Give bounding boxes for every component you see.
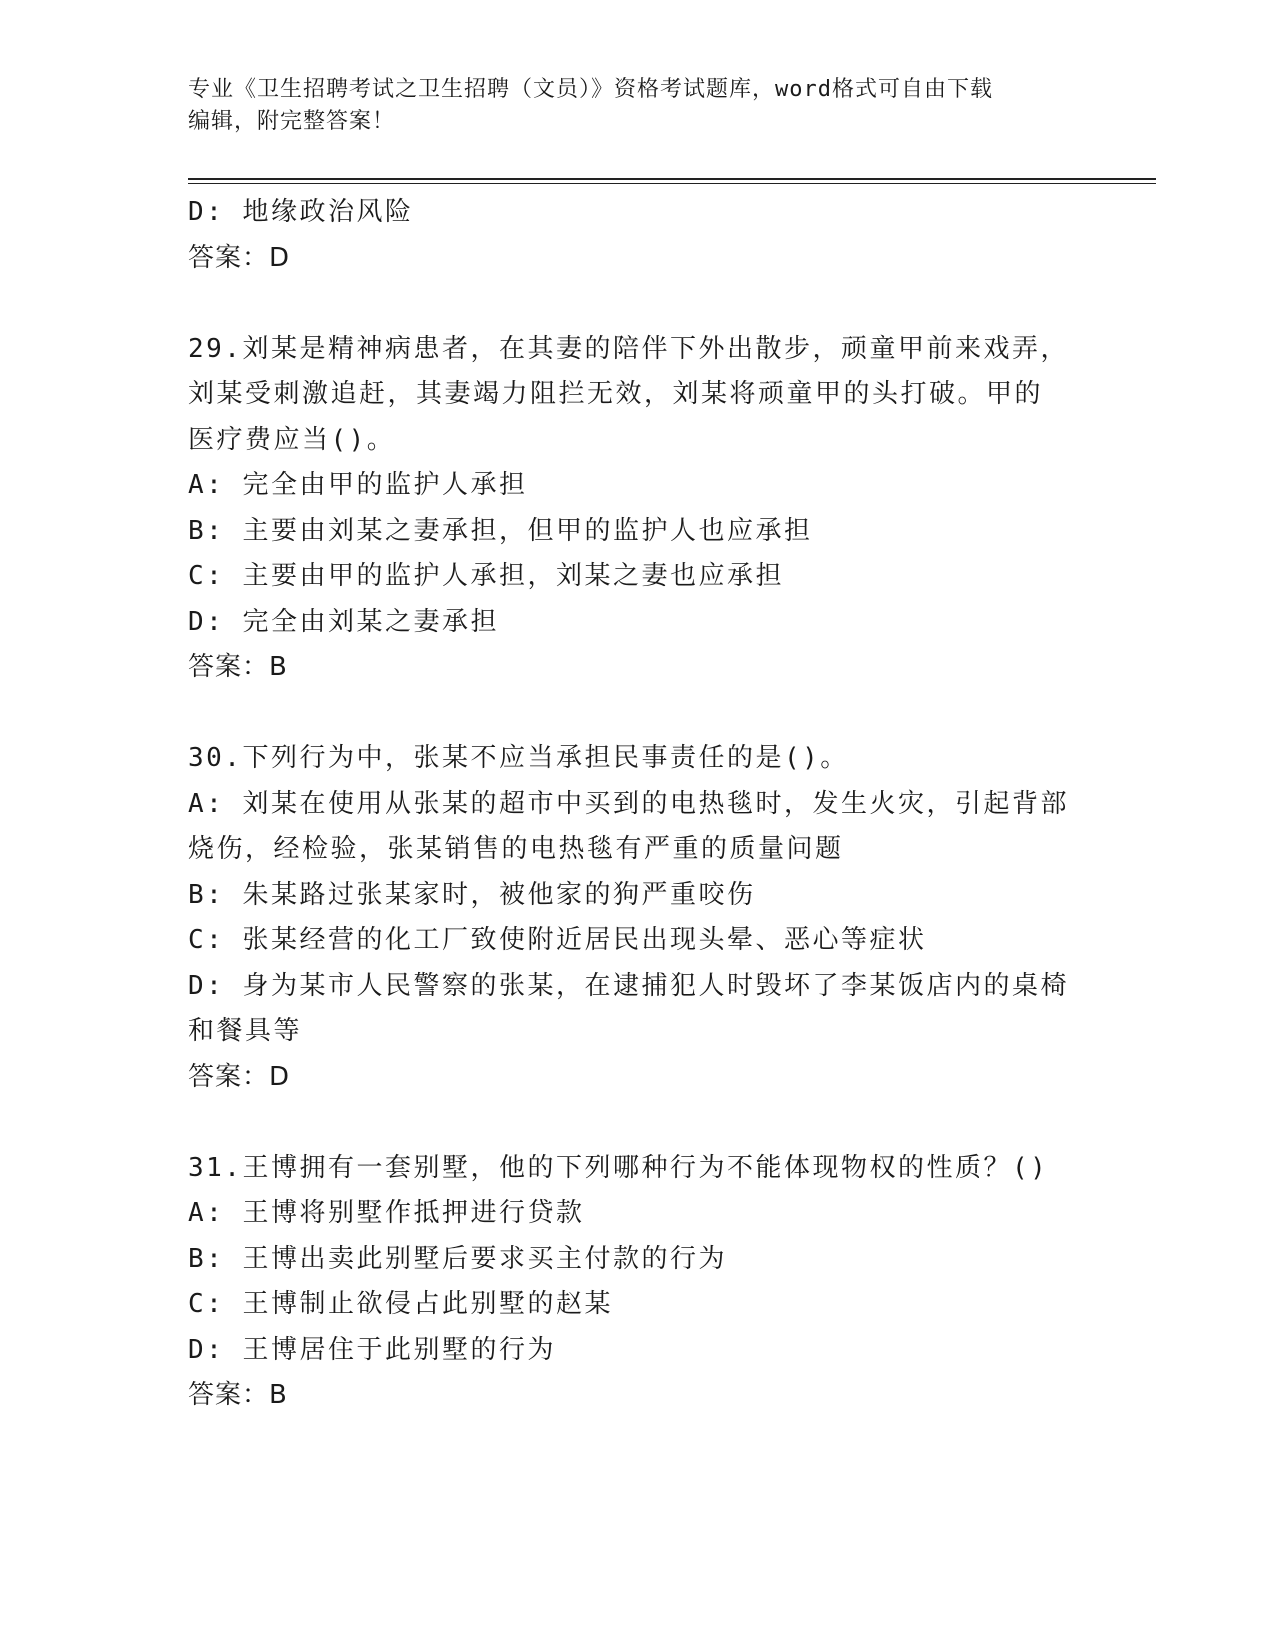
question-stem-line: 29.刘某是精神病患者，在其妻的陪伴下外出散步，顽童甲前来戏弄， xyxy=(188,333,1069,364)
option-d-continued: 和餐具等 xyxy=(188,1016,303,1046)
option-d: D: 完全由刘某之妻承担 xyxy=(188,606,499,637)
option-a-continued: 烧伤，经检验，张某销售的电热毯有严重的质量问题 xyxy=(188,834,844,864)
option-c: C: 张某经营的化工厂致使附近居民出现头晕、恶心等症状 xyxy=(188,925,927,955)
document-header xyxy=(188,74,1088,138)
previous-question-tail xyxy=(188,190,1088,281)
option-d: D: 地缘政治风险 xyxy=(188,197,414,227)
question-30 xyxy=(188,736,1088,1100)
option-a: A: 刘某在使用从张某的超市中买到的电热毯时，发生火灾，引起背部 xyxy=(188,788,1069,819)
option-c: C: 王博制止欲侵占此别墅的赵某 xyxy=(188,1289,613,1319)
option-b: B: 朱某路过张某家时，被他家的狗严重咬伤 xyxy=(188,879,756,910)
option-d: D: 王博居住于此别墅的行为 xyxy=(188,1334,556,1365)
question-list xyxy=(188,190,1088,1419)
option-c: C: 主要由甲的监护人承担，刘某之妻也应承担 xyxy=(188,561,784,591)
spacer xyxy=(188,1100,1088,1146)
question-31 xyxy=(188,1146,1088,1419)
header-line-1: 专业《卫生招聘考试之卫生招聘（文员）》资格考试题库，word格式可自由下载 xyxy=(188,77,993,102)
option-b: B: 主要由刘某之妻承担，但甲的监护人也应承担 xyxy=(188,515,813,546)
header-divider-thick xyxy=(188,178,1156,180)
option-d: D: 身为某市人民警察的张某，在逮捕犯人时毁坏了李某饭店内的桌椅 xyxy=(188,970,1069,1001)
header-line-2: 编辑，附完整答案！ xyxy=(188,109,396,134)
option-a: A: 王博将别墅作抵押进行贷款 xyxy=(188,1198,585,1228)
header-divider-thin xyxy=(188,183,1156,184)
spacer xyxy=(188,691,1088,737)
question-stem: 30.下列行为中，张某不应当承担民事责任的是()。 xyxy=(188,743,849,773)
spacer xyxy=(188,281,1088,327)
answer-line: 答案：B xyxy=(188,652,288,682)
answer-line: 答案：B xyxy=(188,1380,288,1410)
question-29 xyxy=(188,327,1088,691)
answer-line: 答案：D xyxy=(188,242,291,273)
question-stem: 31.王博拥有一套别墅，他的下列哪种行为不能体现物权的性质？() xyxy=(188,1152,1049,1183)
question-stem-line: 医疗费应当()。 xyxy=(188,424,396,455)
option-a: A: 完全由甲的监护人承担 xyxy=(188,470,528,500)
answer-line: 答案：D xyxy=(188,1061,291,1092)
option-b: B: 王博出卖此别墅后要求买主付款的行为 xyxy=(188,1243,727,1274)
question-stem-line: 刘某受刺激追赶，其妻竭力阻拦无效，刘某将顽童甲的头打破。甲的 xyxy=(188,379,1044,409)
